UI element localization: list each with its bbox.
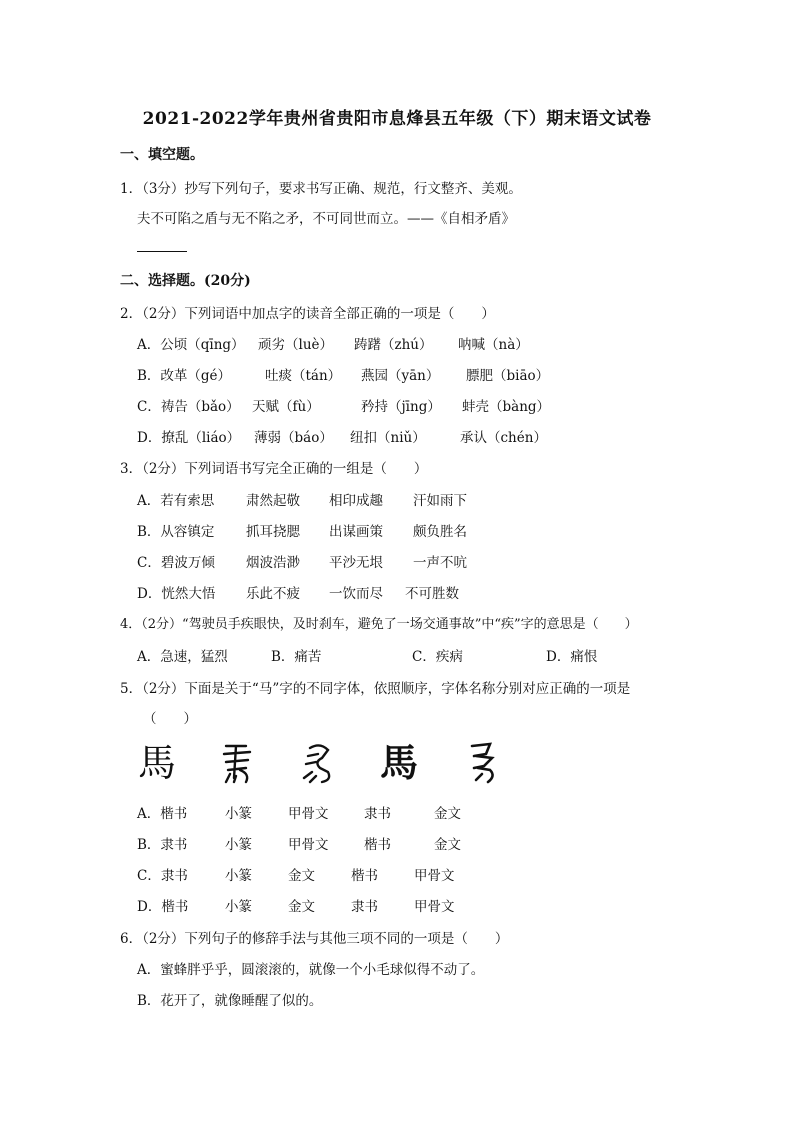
q5-option-d-3: 金文 bbox=[288, 899, 315, 915]
q3-option-d-2: 乐此不疲 bbox=[246, 586, 300, 602]
q6-option-b: B．花开了，就像睡醒了似的。 bbox=[137, 993, 323, 1009]
question-2-stem: 2．（2分）下列词语中加点字的读音全部正确的一项是（ ） bbox=[120, 306, 495, 322]
q5-option-a-2: 小篆 bbox=[225, 806, 252, 822]
q5-option-d-2: 小篆 bbox=[225, 899, 252, 915]
q2-option-c-3: 矜持（jīng） bbox=[361, 399, 441, 415]
question-4-stem: 4．（2分）“驾驶员手疾眼快，及时刹车，避免了一场交通事故”中“疾”字的意思是（ ） bbox=[120, 617, 638, 632]
horse-kaishu-glyph bbox=[136, 740, 180, 784]
q3-option-a-2: 肃然起敬 bbox=[246, 493, 300, 509]
q2-option-b-3: 燕园（yān） bbox=[361, 368, 440, 384]
q3-option-c-2: 烟波浩渺 bbox=[246, 555, 300, 571]
q3-option-a-1: A．若有索思 bbox=[137, 493, 215, 509]
q4-option-b: B．痛苦 bbox=[271, 649, 322, 665]
q2-option-d-3: 纽扣（niǔ） bbox=[350, 430, 426, 446]
q2-option-d-4: 承认（chén） bbox=[460, 430, 547, 446]
q5-option-a-5: 金文 bbox=[434, 806, 461, 822]
q3-option-d-3: 一饮而尽 bbox=[329, 586, 383, 602]
q4-option-a: A．急速，猛烈 bbox=[137, 649, 228, 665]
q3-option-c-4: 一声不吭 bbox=[413, 555, 467, 571]
q6-option-a: A．蜜蜂胖乎乎，圆滚滚的，就像一个小毛球似得不动了。 bbox=[137, 962, 485, 978]
horse-lishu-glyph bbox=[378, 740, 424, 784]
q2-option-a-4: 呐喊（nà） bbox=[458, 337, 529, 353]
q3-option-d-4: 不可胜数 bbox=[405, 586, 459, 602]
q5-option-c-1: C．隶书 bbox=[137, 868, 188, 884]
question-3-stem: 3．（2分）下列词语书写完全正确的一组是（ ） bbox=[120, 461, 428, 477]
q2-option-c-4: 蚌壳（bàng） bbox=[462, 399, 551, 415]
q3-option-b-1: B．从容镇定 bbox=[137, 524, 215, 540]
q5-option-c-5: 甲骨文 bbox=[414, 868, 455, 884]
exam-title: 2021-2022学年贵州省贵阳市息烽县五年级（下）期末语文试卷 bbox=[142, 109, 652, 129]
q3-option-b-4: 颇负胜名 bbox=[413, 524, 467, 540]
q4-option-d: D．痛恨 bbox=[546, 649, 598, 665]
q5-option-b-3: 甲骨文 bbox=[288, 837, 329, 853]
q2-option-b-4: 膘肥（biāo） bbox=[466, 368, 550, 384]
q2-option-d-2: 薄弱（báo） bbox=[254, 430, 333, 446]
horse-jiaguwen-glyph bbox=[298, 740, 342, 784]
q3-option-b-2: 抓耳挠腮 bbox=[246, 524, 300, 540]
question-1-sentence: 夫不可陷之盾与无不陷之矛，不可同世而立。——《自相矛盾》 bbox=[137, 211, 515, 227]
q3-option-c-1: C．碧波万倾 bbox=[137, 555, 215, 571]
q5-option-b-1: B．隶书 bbox=[137, 837, 188, 853]
q5-option-d-5: 甲骨文 bbox=[414, 899, 455, 915]
q5-option-c-2: 小篆 bbox=[225, 868, 252, 884]
answer-blank-line[interactable] bbox=[137, 251, 187, 252]
q4-option-c: C．疾病 bbox=[412, 649, 463, 665]
horse-jinwen-glyph bbox=[462, 740, 506, 784]
q2-option-c-1: C．祷告（bǎo） bbox=[137, 399, 240, 415]
question-6-stem: 6．（2分）下列句子的修辞手法与其他三项不同的一项是（ ） bbox=[120, 931, 509, 947]
q3-option-a-4: 汗如雨下 bbox=[413, 493, 467, 509]
question-5-stem-cont: （ ） bbox=[143, 711, 197, 727]
svg-text:馬: 馬 bbox=[138, 741, 177, 784]
q5-option-c-3: 金文 bbox=[288, 868, 315, 884]
section-1-heading: 一、填空题。 bbox=[120, 147, 204, 163]
q5-option-b-5: 金文 bbox=[434, 837, 461, 853]
q2-option-c-2: 天赋（fù） bbox=[252, 399, 320, 415]
q5-option-b-4: 楷书 bbox=[364, 837, 391, 853]
q5-option-d-1: D．楷书 bbox=[137, 899, 189, 915]
question-1-stem: 1．（3分）抄写下列句子，要求书写正确、规范，行文整齐、美观。 bbox=[120, 181, 522, 197]
q3-option-d-1: D．恍然大悟 bbox=[137, 586, 216, 602]
q2-option-b-2: 吐痰（tán） bbox=[265, 368, 342, 384]
q3-option-b-3: 出谋画策 bbox=[329, 524, 383, 540]
horse-xiaozhuan-glyph bbox=[216, 740, 260, 784]
q3-option-a-3: 相印成趣 bbox=[329, 493, 383, 509]
q2-option-a-3: 踌躇（zhú） bbox=[354, 337, 433, 353]
question-5-stem: 5．（2分）下面是关于“马”字的不同字体，依照顺序，字体名称分别对应正确的一项是 bbox=[120, 681, 631, 697]
q3-option-c-3: 平沙无垠 bbox=[329, 555, 383, 571]
q2-option-b-1: B．改革（gé） bbox=[137, 368, 232, 384]
horse-character-scripts bbox=[130, 740, 510, 790]
svg-text:馬: 馬 bbox=[380, 741, 419, 784]
q5-option-a-1: A．楷书 bbox=[137, 806, 188, 822]
q5-option-b-2: 小篆 bbox=[225, 837, 252, 853]
q2-option-d-1: D．撩乱（liáo） bbox=[137, 430, 241, 446]
q5-option-d-4: 隶书 bbox=[351, 899, 378, 915]
q5-option-a-4: 隶书 bbox=[364, 806, 391, 822]
section-2-heading: 二、选择题。(20分) bbox=[120, 273, 251, 289]
q5-option-c-4: 楷书 bbox=[351, 868, 378, 884]
q2-option-a-2: 顽劣（luè） bbox=[258, 337, 334, 353]
q5-option-a-3: 甲骨文 bbox=[288, 806, 329, 822]
q2-option-a-1: A．公顷（qīng） bbox=[137, 337, 245, 353]
